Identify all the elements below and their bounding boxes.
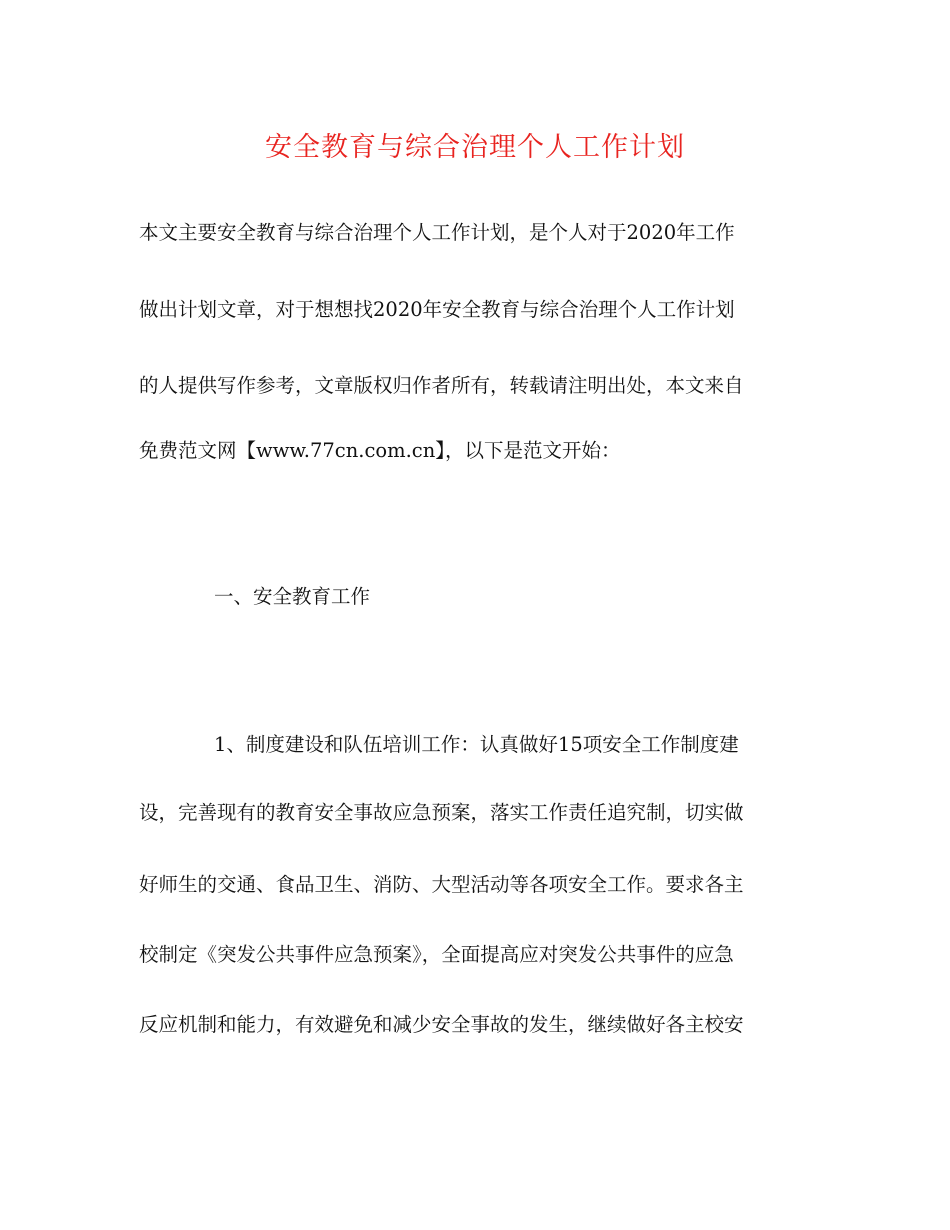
body-line-3: 好师生的交通、食品卫生、消防、大型活动等各项安全工作。要求各主 bbox=[139, 873, 744, 896]
section-heading: 一、安全教育工作 bbox=[214, 585, 371, 608]
body-line-4: 校制定《突发公共事件应急预案》，全面提高应对突发公共事件的应急 bbox=[139, 943, 734, 966]
intro-line-2: 做出计划文章，对于想想找2020年安全教育与综合治理个人工作计划 bbox=[139, 298, 735, 321]
body-line-2: 设，完善现有的教育安全事故应急预案，落实工作责任追究制，切实做 bbox=[139, 801, 744, 824]
intro-line-3: 的人提供写作参考，文章版权归作者所有，转载请注明出处，本文来自 bbox=[139, 374, 744, 397]
document-title: 安全教育与综合治理个人工作计划 bbox=[265, 132, 685, 163]
intro-line-4: 免费范文网【www.77cn.com.cn】，以下是范文开始： bbox=[139, 439, 621, 462]
body-line-5: 反应机制和能力，有效避免和减少安全事故的发生，继续做好各主校安 bbox=[139, 1013, 744, 1036]
intro-line-1: 本文主要安全教育与综合治理个人工作计划，是个人对于2020年工作 bbox=[139, 221, 735, 244]
body-line-1: 1、制度建设和队伍培训工作：认真做好15项安全工作制度建 bbox=[214, 733, 739, 756]
